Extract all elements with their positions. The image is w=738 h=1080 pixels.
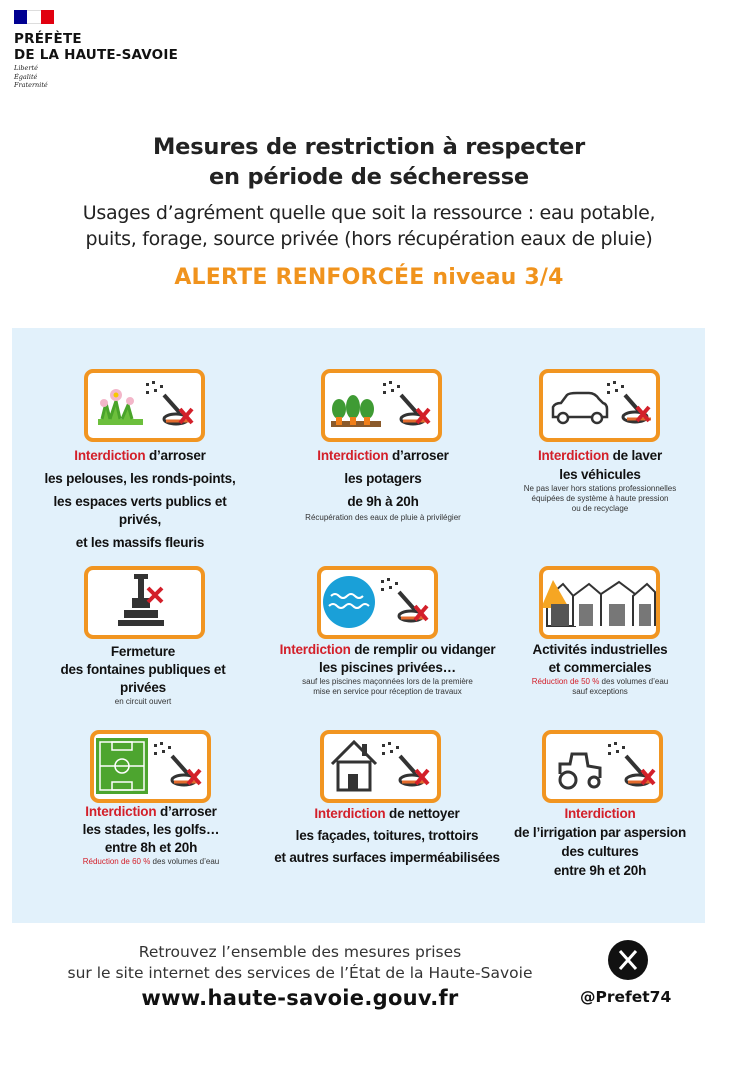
- flowers-sprinkler-icon: [84, 369, 205, 442]
- card-fountains-line-1: Fermeture: [110, 644, 176, 659]
- vegetables-sprinkler-icon: [321, 369, 442, 442]
- footer-line-1: Retrouvez l’ensemble des mesures prises: [138, 943, 462, 961]
- card-pools: [275, 641, 500, 697]
- card-industry-line-2: et commerciales: [548, 660, 652, 675]
- card-vehicles-keyword: Interdiction: [537, 448, 610, 463]
- card-lawns-line-2: les pelouses, les ronds-points,: [44, 471, 236, 486]
- tractor-irrigation-icon: [542, 730, 663, 803]
- card-industry: [495, 641, 705, 697]
- card-industry-reduction: Réduction de 50 %: [531, 677, 600, 686]
- authority-line-2: DE LA HAUTE-SAVOIE: [14, 47, 178, 63]
- card-facades-line-1: de nettoyer: [385, 806, 460, 821]
- french-flag-logo: [14, 10, 54, 24]
- footer-line-2: sur le site internet des services de l’État de la Haute-Savoie: [67, 964, 533, 982]
- card-lawns-line-3: les espaces verts publics et privés,: [53, 494, 227, 527]
- card-stadiums-note-rest: des volumes d’eau: [150, 857, 220, 866]
- motto-egalite: Égalité: [14, 72, 38, 81]
- card-stadiums-keyword: Interdiction: [85, 804, 157, 819]
- title-line-2: en période de sécheresse: [208, 164, 529, 190]
- republic-motto: [14, 64, 48, 90]
- card-industry-note-2: sauf exceptions: [572, 687, 628, 696]
- house-cleaning-icon: [320, 730, 441, 803]
- card-stadiums: [46, 803, 256, 867]
- card-vehicles-line-2: les véhicules: [559, 467, 641, 482]
- card-facades-line-3: et autres surfaces imperméabilisées: [274, 850, 500, 865]
- title-line-1: Mesures de restriction à respecter: [152, 134, 586, 160]
- motto-liberte: Liberté: [14, 64, 38, 72]
- card-facades-keyword: Interdiction: [314, 806, 386, 821]
- card-pools-note-2: mise en service pour réception de travaux: [313, 687, 462, 696]
- x-handle[interactable]: @Prefet74: [580, 988, 672, 1006]
- card-irrigation-line-4: entre 9h et 20h: [553, 863, 647, 878]
- card-facades: [267, 805, 507, 867]
- page-title: [0, 132, 738, 192]
- subtitle-line-1: Usages d’agrément quelle que soit la ressource : eau potable,: [82, 202, 656, 224]
- website-link[interactable]: www.haute-savoie.gouv.fr: [141, 986, 459, 1010]
- stadium-icon: [90, 730, 211, 803]
- card-stadiums-reduction: Réduction de 60 %: [82, 857, 151, 866]
- card-gardens-keyword: Interdiction: [317, 448, 389, 463]
- card-vehicles-note-2: équipées de système à haute pression: [531, 494, 669, 503]
- card-fountains-note: en circuit ouvert: [114, 697, 172, 706]
- footer-info: [0, 942, 600, 984]
- card-facades-line-2: les façades, toitures, trottoirs: [295, 828, 479, 843]
- card-pools-line-1: de remplir ou vidanger: [350, 642, 496, 657]
- card-irrigation-line-2: de l’irrigation par aspersion: [514, 825, 686, 840]
- x-logo-icon[interactable]: [608, 940, 648, 980]
- authority-name: [14, 31, 178, 63]
- card-gardens-line-1: d’arroser: [388, 448, 449, 463]
- card-vehicles-note-1: Ne pas laver hors stations professionnelles: [523, 484, 677, 493]
- card-irrigation-keyword: Interdiction: [564, 806, 636, 821]
- card-lawns-line-1: d’arroser: [145, 448, 206, 463]
- card-fountains-line-2: des fontaines publiques et privées: [60, 662, 226, 695]
- authority-line-1: PRÉFÈTE: [14, 31, 82, 47]
- card-industry-line-1: Activités industrielles: [532, 642, 668, 657]
- card-fountains: [38, 643, 248, 707]
- pool-icon: [317, 566, 438, 639]
- card-industry-note-rest: des volumes d’eau: [599, 677, 669, 686]
- alert-level-heading: ALERTE RENFORCÉE niveau 3/4: [174, 265, 564, 290]
- card-irrigation-line-3: des cultures: [561, 844, 639, 859]
- fountain-icon: [84, 566, 205, 639]
- card-stadiums-line-2: les stades, les golfs…: [82, 822, 220, 837]
- card-vehicles-line-1: de laver: [609, 448, 663, 463]
- card-stadiums-line-1: d’arroser: [156, 804, 217, 819]
- card-pools-line-2: les piscines privées…: [319, 660, 456, 675]
- card-gardens-line-3: de 9h à 20h: [347, 494, 419, 509]
- card-pools-keyword: Interdiction: [279, 642, 351, 657]
- card-gardens-line-2: les potagers: [344, 471, 422, 486]
- page-subtitle: [0, 200, 738, 252]
- card-lawns-line-4: et les massifs fleuris: [75, 535, 205, 550]
- card-lawns: [35, 447, 245, 552]
- card-vehicles: [495, 447, 705, 514]
- motto-fraternite: Fraternité: [14, 81, 48, 89]
- card-vegetable-gardens: [278, 447, 488, 523]
- card-stadiums-line-3: entre 8h et 20h: [104, 840, 198, 855]
- card-pools-note-1: sauf les piscines maçonnées lors de la première: [302, 677, 473, 686]
- subtitle-line-2: puits, forage, source privée (hors récupération eaux de pluie): [85, 228, 653, 250]
- card-vehicles-note-3: ou de recyclage: [571, 504, 629, 513]
- card-irrigation: [495, 805, 705, 880]
- card-lawns-keyword: Interdiction: [74, 448, 146, 463]
- card-gardens-note: Récupération des eaux de pluie à privilégier: [305, 513, 461, 522]
- car-wash-icon: [539, 369, 660, 442]
- industry-icon: [539, 566, 660, 639]
